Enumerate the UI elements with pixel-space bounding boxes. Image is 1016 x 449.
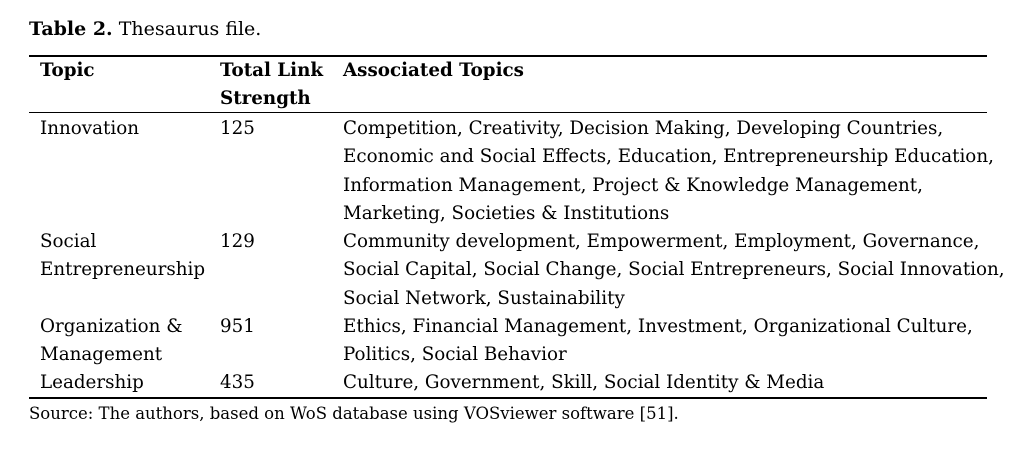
associated-topics-line: Competition, Creativity, Decision Making, Developing Countries, — [343, 118, 944, 139]
row-2-topic — [40, 228, 205, 285]
table-source-note: Source: The authors, based on WoS database using VOSviewer software [51]. — [29, 404, 679, 423]
table-header-rule — [29, 112, 987, 113]
row-4-topic — [40, 369, 144, 397]
table-caption-text: Thesaurus file. — [118, 18, 262, 40]
row-4-total-link-strength: 435 — [220, 372, 255, 393]
row-3-associated-topics — [343, 313, 973, 370]
row-1-topic — [40, 115, 139, 143]
row-3-total-link-strength: 951 — [220, 316, 255, 337]
table-caption — [29, 17, 261, 41]
row-1-total-link-strength: 125 — [220, 118, 255, 139]
table-caption-label: Table 2. — [29, 18, 113, 40]
header-total-link-strength-line: Total Link — [220, 60, 324, 81]
row-1-associated-topics — [343, 115, 994, 228]
row-4-associated-topics — [343, 369, 824, 397]
header-total-link-strength-line: Strength — [220, 88, 311, 110]
associated-topics-line: Culture, Government, Skill, Social Identity & Media — [343, 372, 825, 393]
associated-topics-line: Community development, Empowerment, Employment, Governance, — [343, 231, 980, 252]
row-2-total-link-strength: 129 — [220, 231, 255, 252]
associated-topics-line: Ethics, Financial Management, Investment, Organizational Culture, — [343, 316, 973, 337]
row-2-associated-topics — [343, 228, 1005, 313]
associated-topics-line: Economic and Social Effects, Education, Entrepreneurship Education, — [343, 146, 994, 168]
associated-topics-line: Social Network, Sustainability — [343, 287, 625, 309]
topic-line: Leadership — [40, 372, 144, 393]
topic-line: Management — [40, 344, 163, 366]
row-3-topic — [40, 313, 183, 370]
topic-line: Social — [40, 231, 97, 252]
header-total-link-strength — [220, 57, 323, 114]
associated-topics-line: Politics, Social Behavior — [343, 344, 567, 366]
associated-topics-line: Social Capital, Social Change, Social Entrepreneurs, Social Innovation, — [343, 259, 1005, 281]
table-bottom-rule — [29, 397, 987, 399]
topic-line: Organization & — [40, 316, 183, 337]
associated-topics-line: Information Management, Project & Knowledge Management, — [343, 174, 923, 196]
header-associated-topics: Associated Topics — [343, 60, 524, 81]
header-topic: Topic — [40, 60, 95, 81]
associated-topics-line: Marketing, Societies & Institutions — [343, 202, 670, 224]
topic-line: Entrepreneurship — [40, 259, 206, 281]
topic-line: Innovation — [40, 118, 139, 139]
